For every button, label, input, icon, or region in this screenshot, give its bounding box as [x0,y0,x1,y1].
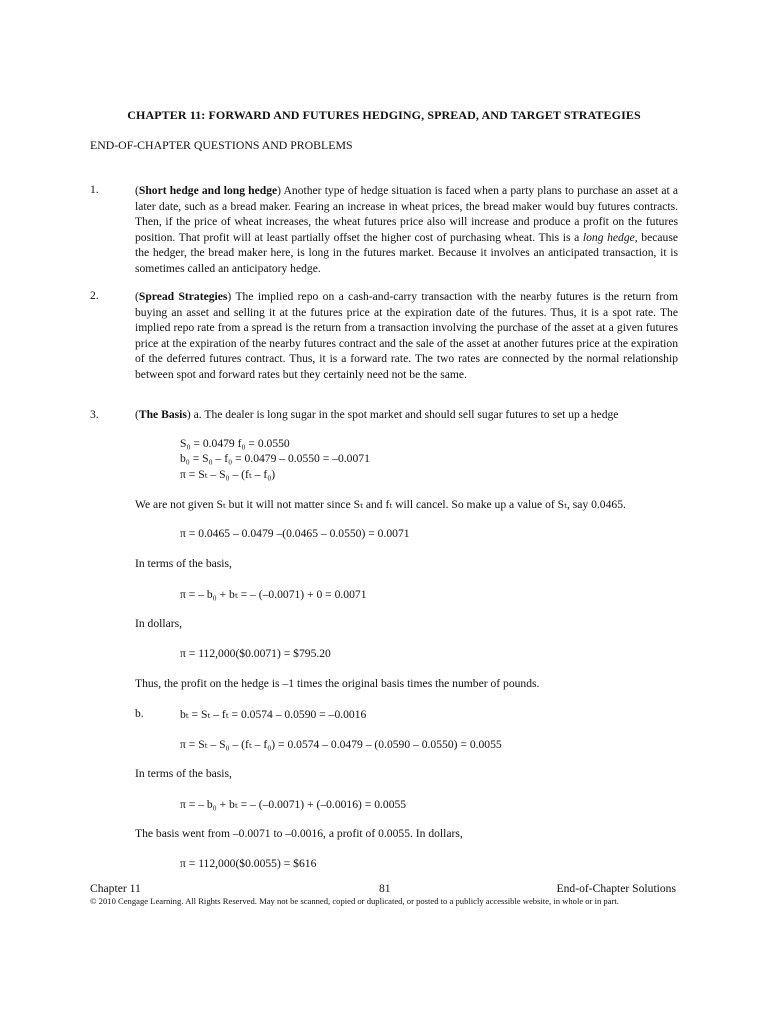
section-subtitle: END-OF-CHAPTER QUESTIONS AND PROBLEMS [90,138,353,152]
question-3-intro-text: a. The dealer is long sugar in the spot market and should sell sugar futures to set up a hedge [190,408,619,421]
equation-bt: bₜ = Sₜ – fₜ = 0.0574 – 0.0590 = –0.0016 [180,708,367,721]
question-2-body: The implied repo on a cash-and-carry transaction with the nearby futures is the return from buying an asset and selling it at the futures price at the expiration date of the futures. Thus, it is a spot rate. The implied repo rate from a spread is the return from a transaction involving the purchase of the asset at a given futures price at the expiration of the nearby futures contract and the sale of the asset at another futures price at the expiration of the deferred futures contract. Thus, it is a forward rate. The two rates are connected by the normal relationship between spot and forward rates but they certainly need not be the same. [135,290,678,381]
question-1-italic: long hedge, [582,230,638,244]
equation-part-b-basis-profit: π = – b₀ + bₜ = – (–0.0071) + (–0.0016) = 0.0055 [180,798,407,811]
dollars-label: In dollars, [135,617,183,630]
equation-dollar-profit: π = 112,000($0.0071) = $795.20 [180,647,331,660]
equation-basis-profit: π = – b₀ + bₜ = – (–0.0071) + 0 = 0.0071 [180,588,367,601]
footer-section: End-of-Chapter Solutions [556,882,676,895]
question-2-label: Spread Strategies [138,290,228,303]
equation-profit-definition: π = Sₜ – S₀ – (fₜ – f₀) [180,468,276,481]
note-st-cancel: We are not given Sₜ but it will not matter since Sₜ and fₜ will cancel. So make up a value of Sₜ, say 0.0465. [135,498,626,511]
equation-b0: b₀ = S₀ – f₀ = 0.0479 – 0.0550 = –0.0071 [180,452,370,465]
equation-part-b-dollar-profit: π = 112,000($0.0055) = $616 [180,857,317,870]
footer-page-number: 81 [379,882,391,895]
question-3-label: The Basis [138,408,187,421]
part-b-label: b. [135,707,144,720]
part-b-note: The basis went from –0.0071 to –0.0016, a profit of 0.0055. In dollars, [135,827,463,840]
question-1-body-1: Another type of hedge situation is faced when a party plans to purchase an asset at a later date, such as a bread maker. Fearing an increase in wheat prices, the bread maker would buy futures contracts. Then, if the price of wheat increases, the wheat futures price also will increase and produce a profit on the futures position. That profit will at least partially offset the higher cost of purchasing wheat. This is a [135,184,678,244]
question-3-intro: (The Basis) a. The dealer is long sugar in the spot market and should sell sugar futures to set up a hedge [135,408,619,421]
copyright-notice: © 2010 Cengage Learning. All Rights Reserved. May not be scanned, copied or duplicated, or posted to a publicly accessible website, in whole or in part. [90,896,619,906]
question-2-number: 2. [90,289,99,302]
question-1-body-2: because the hedger, the bread maker here, is long in the futures market. Because it involves an anticipated transaction, it is sometimes called an anticipatory hedge. [135,230,678,275]
question-2-text: (Spread Strategies) The implied repo on a cash-and-carry transaction with the nearby futures is the return from buying an asset and selling it at the futures price at the expiration date of the futures. Thus, it is a spot rate. The implied repo rate from a spread is the return from a transaction involving the purchase of the asset at a given futures price at the expiration of the nearby futures contract and the sale of the asset at another futures price at the expiration of the deferred futures contract. Thus, it is a forward rate. The two rates are connected by the normal relationship between spot and forward rates but they certainly need not be the same. [135,290,678,381]
conclusion-text: Thus, the profit on the hedge is –1 times the original basis times the number of pounds. [135,677,540,690]
question-1-label: Short hedge and long hedge [138,184,278,197]
basis-label: In terms of the basis, [135,557,232,570]
question-3-number: 3. [90,408,99,421]
equation-s0-f0: S₀ = 0.0479 f₀ = 0.0550 [180,437,290,450]
footer-chapter: Chapter 11 [90,882,141,895]
chapter-title: CHAPTER 11: FORWARD AND FUTURES HEDGING, SPREAD, AND TARGET STRATEGIES [127,108,641,122]
question-1-number: 1. [90,183,99,196]
question-1-text: (Short hedge and long hedge) Another type of hedge situation is faced when a party plans to purchase an asset at a later date, such as a bread maker. Fearing an increase in wheat prices, the bread maker would buy futures contracts. Then, if the price of wheat increases, the wheat futures price also will increase and produce a profit on the futures position. That profit will at least partially offset the higher cost of purchasing wheat. This is a long hedge, because the hedger, the bread maker here, is long in the futures market. Because it involves an anticipated transaction, it is sometimes called an anticipatory hedge. [135,184,678,275]
equation-profit-value: π = 0.0465 – 0.0479 –(0.0465 – 0.0550) = 0.0071 [180,527,410,540]
equation-part-b-profit: π = Sₜ – S₀ – (fₜ – f₀) = 0.0574 – 0.0479 – (0.0590 – 0.0550) = 0.0055 [180,738,502,751]
part-b-basis-label: In terms of the basis, [135,767,232,780]
